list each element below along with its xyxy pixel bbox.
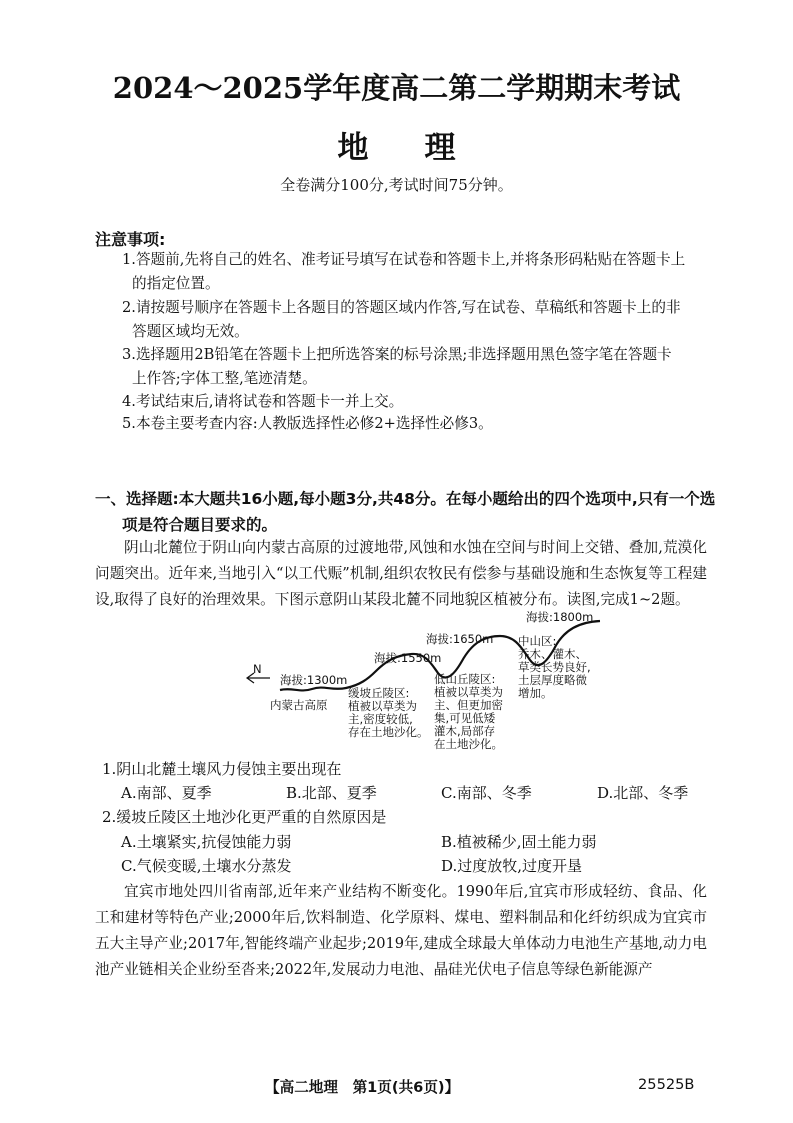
- note-text: 考试结束后,请将试卷和答题卡一并上交。: [135, 393, 404, 410]
- zone-low-hills-line: 低山丘陵区:: [434, 672, 496, 686]
- section-heading-line2: 项是符合题目要求的。: [122, 516, 278, 534]
- note-number: 4.: [122, 393, 136, 410]
- zone-middle-mountain-line: 中山区:: [518, 634, 557, 648]
- note-item: [122, 412, 707, 436]
- zone-low-hills-line: 主、但更加密: [434, 698, 503, 712]
- zone-low-hills: [434, 673, 503, 751]
- plateau-label: 内蒙古高原: [270, 698, 328, 712]
- altitude-1800-label: 海拔:1800m: [526, 610, 594, 624]
- page-footer: 【高二地理 第1页(共6页)】: [265, 1079, 460, 1096]
- note-item: [122, 248, 707, 296]
- note-number: 5.: [122, 415, 136, 432]
- zone-low-hills-line: 集,可见低矮: [434, 711, 496, 725]
- note-text: 请按题号顺序在答题卡上各题目的答题区域内作答,写在试卷、草稿纸和答题卡上的非: [135, 299, 681, 316]
- zone-gentle-hills-line: 主,密度较低,: [348, 712, 413, 726]
- note-item: [122, 296, 707, 344]
- notes-heading: 注意事项:: [95, 230, 166, 249]
- question-2-option-d: D.过度放牧,过度开垦: [441, 857, 583, 875]
- zone-gentle-hills-line: 存在土地沙化。: [348, 725, 429, 739]
- zone-low-hills-line: 植被以草类为: [434, 685, 503, 699]
- question-2-option-b: B.植被稀少,固土能力弱: [441, 833, 597, 851]
- altitude-1550-label: 海拔:1550m: [374, 651, 442, 665]
- note-number: 3.: [122, 346, 136, 363]
- note-item: [122, 343, 707, 391]
- question-1-option-a: A.南部、夏季: [121, 784, 212, 802]
- question-2-option-c: C.气候变暖,土壤水分蒸发: [121, 857, 292, 875]
- question-1-option-b: B.北部、夏季: [286, 784, 377, 802]
- altitude-1650-label: 海拔:1650m: [426, 632, 494, 646]
- note-item: [122, 390, 707, 414]
- section-heading-line1: 一、选择题:本大题共16小题,每小题3分,共48分。在每小题给出的四个选项中,只有一个选: [95, 490, 716, 508]
- question-2-option-a: A.土壤紧实,抗侵蚀能力弱: [121, 833, 292, 851]
- passage-yinshan: 阴山北麓位于阴山向内蒙古高原的过渡地带,风蚀和水蚀在空间与时间上交错、叠加,荒漠化问题突出。近年来,当地引入“以工代赈”机制,组织农牧民有偿参与基础设施和生态恢复等工程建设,取得了良好的治理效果。下图示意阴山某段北麓不同地貌区植被分布。读图,完成1~2题。: [95, 539, 707, 608]
- zone-low-hills-line: 在土地沙化。: [434, 737, 503, 751]
- zone-middle-mountain-line: 土层厚度略微: [518, 673, 587, 687]
- zone-middle-mountain-line: 乔木、灌木、: [518, 647, 587, 661]
- terrain-diagram: [240, 605, 680, 755]
- zone-gentle-hills-line: 植被以草类为: [348, 699, 417, 713]
- note-text-continued: 答题区域均无效。: [132, 323, 249, 340]
- zone-middle-mountain-line: 增加。: [518, 686, 553, 700]
- note-text: 选择题用2B铅笔在答题卡上把所选答案的标号涂黑;非选择题用黑色签字笔在答题卡: [135, 346, 672, 363]
- full-mark-note: 全卷满分100分,考试时间75分钟。: [280, 176, 513, 194]
- note-text-continued: 的指定位置。: [132, 275, 220, 292]
- zone-gentle-hills: [348, 687, 429, 739]
- question-1-stem: 1.阴山北麓土壤风力侵蚀主要出现在: [102, 760, 342, 778]
- zone-gentle-hills-line: 缓坡丘陵区:: [348, 686, 410, 700]
- note-text: 本卷主要考查内容:人教版选择性必修2+选择性必修3。: [135, 415, 493, 432]
- zone-middle-mountain: [518, 635, 591, 700]
- section-heading: [95, 486, 725, 538]
- note-number: 2.: [122, 299, 136, 316]
- question-1-option-d: D.北部、冬季: [597, 784, 689, 802]
- passage-yibin: 宜宾市地处四川省南部,近年来产业结构不断变化。1990年后,宜宾市形成轻纺、食品、化工和建材等特色产业;2000年后,饮料制造、化学原料、煤电、塑料制品和化纤纺织成为宜宾市五大主导产业;2017年,智能终端产业起步;2019年,建成全球最大单体动力电池生产基地,动力电池产业链相关企业纷至沓来;2022年,发展动力电池、晶硅光伏电子信息等绿色新能源产: [95, 883, 707, 978]
- note-text: 答题前,先将自己的姓名、准考证号填写在试卷和答题卡上,并将条形码粘贴在答题卡上: [135, 251, 686, 268]
- note-text-continued: 上作答;字体工整,笔迹清楚。: [132, 370, 317, 387]
- north-label: N: [253, 662, 262, 676]
- question-2-stem: 2.缓坡丘陵区土地沙化更严重的自然原因是: [102, 808, 387, 826]
- exam-title: 2024～2025学年度高二第二学期期末考试: [112, 71, 681, 105]
- altitude-1300-label: 海拔:1300m: [280, 673, 348, 687]
- question-1-option-c: C.南部、冬季: [441, 784, 532, 802]
- zone-middle-mountain-line: 草类长势良好,: [518, 660, 591, 674]
- zone-low-hills-line: 灌木,局部存: [434, 724, 496, 738]
- subject-title: 地理: [337, 130, 512, 166]
- note-number: 1.: [122, 251, 136, 268]
- paper-code: 25525B: [638, 1076, 695, 1093]
